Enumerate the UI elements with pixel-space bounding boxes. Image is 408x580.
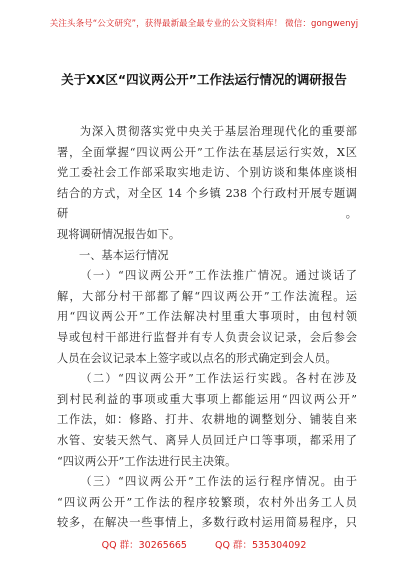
qq-group-1: QQ 群：30265665	[101, 540, 187, 551]
paragraph-line: 党工委社会工作部采取实地走访、个别访谈和集体座谈相	[57, 166, 357, 180]
paragraph-line: 水管、安装天然气、离异人员回迁户口等事项，都采用了	[57, 433, 357, 447]
paragraph-line: 较多，在解决一些事情上，多数行政村运用简易程序，只	[57, 516, 357, 530]
paragraph-line: 导或包村干部进行监督并有专人负责会议记录，会后参会	[57, 330, 357, 344]
paragraph-line: 解，大部分村干部都了解“四议两公开”工作法流程。运	[57, 289, 357, 303]
promo-banner: 关注头条号“公文研究”，获得最新最全最专业的公文资料库！ 微信：gongwenyj	[49, 19, 359, 29]
paragraph-line: 结合的方式，对全区 14 个乡镇 238 个行政村开展专题调研。	[57, 186, 357, 221]
document-body	[57, 122, 357, 534]
paragraph-line: 为深入贯彻落实党中央关于基层治理现代化的重要部	[79, 125, 357, 138]
paragraph-line: 人员在会议记录本上签字或以点名的形式确定到会人员。	[57, 351, 337, 365]
paragraph-line: 署，全面掌握“四议两公开”工作法在基层运行实效，X区	[57, 145, 357, 159]
paragraph-line: （二）“四议两公开”工作法运行实践。各村在涉及	[79, 372, 357, 386]
section-heading: 一、基本运行情况	[79, 248, 169, 262]
paragraph-line: （一）“四议两公开”工作法推广情况。通过谈话了	[79, 269, 357, 283]
paragraph-line: 现将调研情况报告如下。	[57, 227, 181, 241]
contact-footer	[0, 537, 408, 551]
paragraph-line: 工作法，如：修路、打井、农耕地的调整划分、铺装自来	[57, 413, 357, 427]
paragraph-line: “四议两公开”工作法进行民主决策。	[57, 454, 237, 468]
paragraph-line: 到村民利益的事项或重大事项上都能运用“四议两公开”	[57, 392, 357, 406]
paragraph-line: “四议两公开”工作法的程序较繁琐，农村外出务工人员	[57, 495, 357, 509]
document-title: 关于XX区“四议两公开”工作法运行情况的调研报告	[61, 72, 347, 87]
paragraph-line: 用“四议两公开”工作法解决村里重大事项时，由包村领	[57, 310, 357, 324]
qq-group-2: QQ 群：535304092	[214, 540, 307, 551]
paragraph-line: （三）“四议两公开”工作法的运行程序情况。由于	[79, 475, 357, 489]
